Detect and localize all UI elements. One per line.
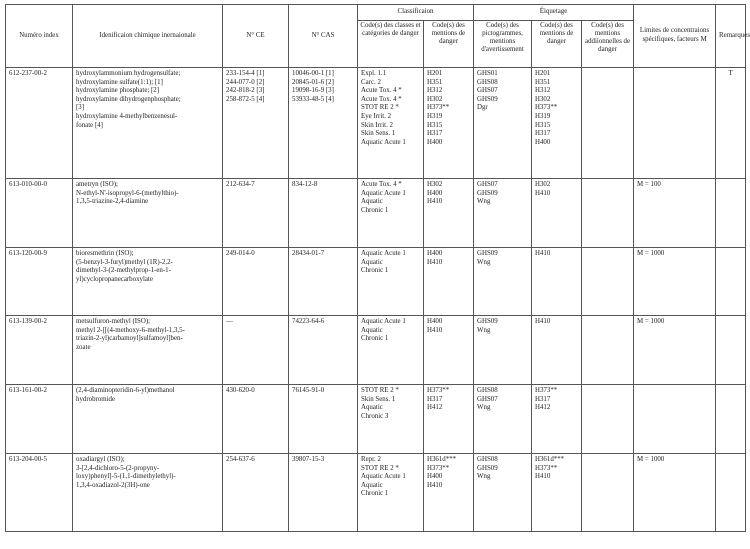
hazard-statement-cell: H302 H400 H410 <box>424 179 474 248</box>
pictogram-cell: GHS09 Wng <box>474 316 532 385</box>
hazard-statement-cell: H373** H317 H412 <box>424 385 474 454</box>
ec-number-cell: — <box>223 316 289 385</box>
ec-number-cell: 233-154-4 [1] 244-077-0 [2] 242-818-2 [3] 258-872-5 [4] <box>223 68 289 179</box>
classification-table <box>5 4 750 532</box>
supplementary-cell <box>582 179 634 248</box>
col-specific-limits: Limites de concentraions spécifiques, facteurs M <box>634 5 716 68</box>
specific-limits-cell <box>634 68 716 179</box>
index-number-cell: 613-204-00-5 <box>6 454 73 532</box>
hazard-class-cell: Expl. 1.1 Carc. 2 Acute Tox. 4 * Acute Tox. 4 * STOT RE 2 * Eye Irrit. 2 Skin Irrit. 2 Skin Sens. 1 Aquatic Acute 1 <box>358 68 424 179</box>
col-pictogram-codes: Code(s) des pictogrammes, mentions d'avertissement <box>474 21 532 68</box>
supplementary-cell <box>582 454 634 532</box>
hazard-statement-cell: H400 H410 <box>424 316 474 385</box>
notes-cell <box>716 248 746 316</box>
supplementary-cell <box>582 68 634 179</box>
col-label-hazard-statement-codes: Code(s) des mentions de danger <box>532 21 582 68</box>
table-row <box>6 248 746 316</box>
hazard-statement-cell: H400 H410 <box>424 248 474 316</box>
label-statement-cell: H410 <box>532 316 582 385</box>
notes-cell <box>716 385 746 454</box>
cas-number-cell: 39807-15-3 <box>289 454 358 532</box>
chemical-name-cell: (2,4-diaminopteridin-6-yl)methanol hydrobromide <box>73 385 223 454</box>
table-row <box>6 179 746 248</box>
hazard-statement-cell: H201 H351 H312 H302 H373** H319 H315 H317 H400 <box>424 68 474 179</box>
chemical-name-cell: metsulfuron-methyl (ISO); methyl 2-[[(4-methoxy-6-methyl-1,3,5- triazin-2-yl)carbamoyl]sulfamoyl]ben- zoate <box>73 316 223 385</box>
hazard-class-cell: Aquatic Acute 1 Aquatic Chronic 1 <box>358 316 424 385</box>
cas-number-cell: 834-12-8 <box>289 179 358 248</box>
label-statement-cell: H373** H317 H412 <box>532 385 582 454</box>
cas-number-cell: 28434-01-7 <box>289 248 358 316</box>
hazard-class-cell: Aquatic Acute 1 Aquatic Chronic 1 <box>358 248 424 316</box>
hazard-class-cell: STOT RE 2 * Skin Sens. 1 Aquatic Chronic 3 <box>358 385 424 454</box>
label-statement-cell: H361d*** H373** H410 <box>532 454 582 532</box>
group-labelling: Éiquetage <box>474 5 634 21</box>
specific-limits-cell: M = 1000 <box>634 454 716 532</box>
table-row <box>6 454 746 532</box>
table-row <box>6 316 746 385</box>
notes-cell <box>716 316 746 385</box>
group-classification: Classificaion <box>358 5 474 21</box>
col-ec-number: N° CE <box>223 5 289 68</box>
col-index-number: Numéro index <box>6 5 73 68</box>
pictogram-cell: GHS07 GHS09 Wng <box>474 179 532 248</box>
chemical-name-cell: hydroxylammonium hydrogensulfate; hydroxylamine sulfate(1:1); [1] hydroxylamine phosphate; [2] hydroxylamine dihydrogenphosphate; [3] hydroxylamine 4-methylbenzenesul- fonate [4] <box>73 68 223 179</box>
supplementary-cell <box>582 248 634 316</box>
col-hazard-class-codes: Code(s) des classes et catégories de danger <box>358 21 424 68</box>
pictogram-cell: GHS09 Wng <box>474 248 532 316</box>
label-statement-cell: H201 H351 H312 H302 H373** H319 H315 H317 H400 <box>532 68 582 179</box>
index-number-cell: 613-161-00-2 <box>6 385 73 454</box>
specific-limits-cell: M = 1000 <box>634 248 716 316</box>
col-hazard-statement-codes: Code(s) des mentions de danger <box>424 21 474 68</box>
index-number-cell: 613-010-00-0 <box>6 179 73 248</box>
table-header <box>6 5 750 68</box>
pictogram-cell: GHS01 GHS08 GHS07 GHS09 Dgr <box>474 68 532 179</box>
ec-number-cell: 430-620-0 <box>223 385 289 454</box>
chemical-name-cell: ametryn (ISO); N-ethyl-N'-isopropyl-6-(methylthio)- 1,3,5-triazine-2,4-diamine <box>73 179 223 248</box>
cas-number-cell: 10046-00-1 [1] 20845-01-6 [2] 19098-16-9 [3] 53933-48-5 [4] <box>289 68 358 179</box>
notes-cell <box>716 179 746 248</box>
index-number-cell: 613-139-00-2 <box>6 316 73 385</box>
notes-cell <box>716 454 746 532</box>
supplementary-cell <box>582 316 634 385</box>
table-body <box>6 68 746 532</box>
ec-number-cell: 212-634-7 <box>223 179 289 248</box>
hazard-class-cell: Acute Tox. 4 * Aquatic Acute 1 Aquatic Chronic 1 <box>358 179 424 248</box>
pictogram-cell: GHS08 GHS07 Wng <box>474 385 532 454</box>
col-cas-number: N° CAS <box>289 5 358 68</box>
chemical-name-cell: bioresmethrin (ISO); (5-benzyl-3-furyl)methyl (1R)-2,2- dimethyl-3-(2-methylprop-1-en-1- yl)cyclopropanecarboxylate <box>73 248 223 316</box>
table-row <box>6 385 746 454</box>
chemical-name-cell: oxadiargyl (ISO); 3-[2,4-dichloro-5-(2-propyny- loxy)phenyl]-5-(1,1-dimethylethyl)- 1,3,4-oxadiazol-2(3H)-one <box>73 454 223 532</box>
cas-number-cell: 76145-91-0 <box>289 385 358 454</box>
col-supplementary-hazard-codes: Code(s) des mentions addiionnelles de danger <box>582 21 634 68</box>
index-number-cell: 613-120-00-9 <box>6 248 73 316</box>
hazard-statement-cell: H361d*** H373** H400 H410 <box>424 454 474 532</box>
col-notes: Remarques <box>716 5 746 68</box>
pictogram-cell: GHS08 GHS09 Wng <box>474 454 532 532</box>
label-statement-cell: H410 <box>532 248 582 316</box>
notes-cell: T <box>716 68 746 179</box>
supplementary-cell <box>582 385 634 454</box>
index-number-cell: 612-237-00-2 <box>6 68 73 179</box>
table-row <box>6 68 746 179</box>
hazard-class-cell: Repr. 2 STOT RE 2 * Aquatic Acute 1 Aquatic Chronic 1 <box>358 454 424 532</box>
ec-number-cell: 249-014-0 <box>223 248 289 316</box>
specific-limits-cell: M = 100 <box>634 179 716 248</box>
col-chemical-identification: Idenificaion chimique inernaionale <box>73 5 223 68</box>
cas-number-cell: 74223-64-6 <box>289 316 358 385</box>
label-statement-cell: H302 H410 <box>532 179 582 248</box>
ec-number-cell: 254-637-6 <box>223 454 289 532</box>
specific-limits-cell <box>634 385 716 454</box>
specific-limits-cell: M = 1000 <box>634 316 716 385</box>
